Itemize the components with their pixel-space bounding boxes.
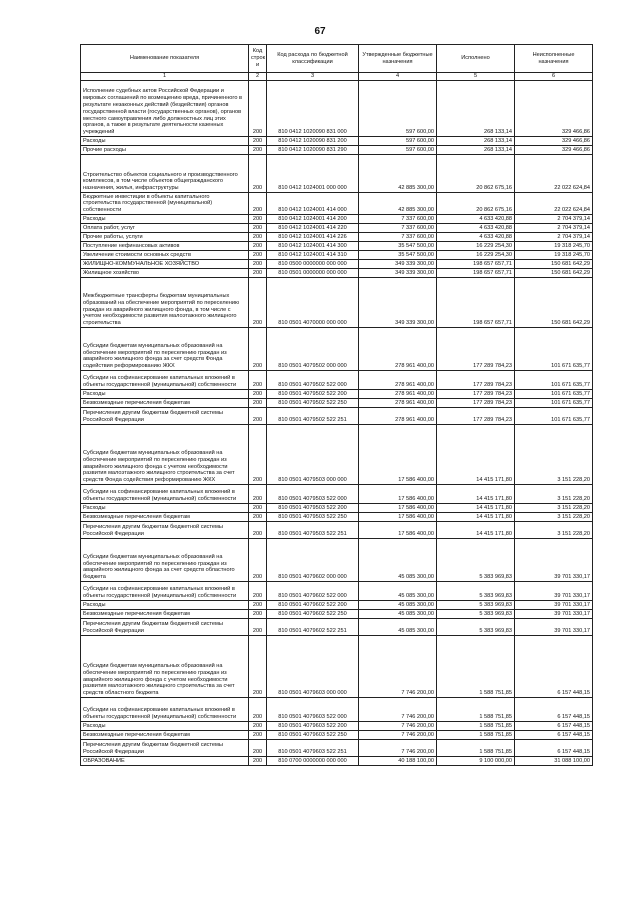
row-line-code: 200 — [249, 610, 267, 619]
row-line-code: 200 — [249, 137, 267, 146]
row-unexecuted: 6 157 448,15 — [515, 731, 593, 740]
row-executed: 268 133,14 — [437, 146, 515, 155]
row-line-code: 200 — [249, 504, 267, 513]
row-approved: 35 547 500,00 — [359, 251, 437, 260]
row-name: Прочие расходы — [81, 146, 249, 155]
row-expense-code: 810 0501 4079602 522 200 — [267, 601, 359, 610]
column-number: 5 — [437, 73, 515, 81]
row-expense-code: 810 0501 0000000 000 000 — [267, 269, 359, 278]
row-line-code: 200 — [249, 215, 267, 224]
row-approved: 7 337 600,00 — [359, 224, 437, 233]
page-number: 67 — [314, 26, 326, 37]
row-expense-code: 810 0501 4079602 522 000 — [267, 582, 359, 601]
row-name: Жилищное хозяйство — [81, 269, 249, 278]
row-executed: 177 289 784,23 — [437, 328, 515, 371]
row-unexecuted: 19 318 245,70 — [515, 242, 593, 251]
row-name: Строительство объектов социального и производственного комплексов, в том числе объектов общегражданского назначения, жилья, инфраструктуры — [81, 155, 249, 193]
row-approved: 597 600,00 — [359, 81, 437, 137]
row-approved: 278 961 400,00 — [359, 399, 437, 408]
row-name: Исполнение судебных актов Российской Федерации и мировых соглашений по возмещению вреда, причиненного в результате незаконных действий (бездействия) органов государственной власти (государственных органов), органов местного самоуправления либо должностных лиц этих органов, а также в результате деятельности казенных учреждений — [81, 81, 249, 137]
header-name: Наименование показателя — [81, 45, 249, 73]
column-number: 6 — [515, 73, 593, 81]
row-executed: 20 862 675,16 — [437, 155, 515, 193]
table-body — [81, 81, 593, 766]
row-unexecuted: 39 701 330,17 — [515, 619, 593, 636]
row-name: Субсидии на софинансирование капитальных вложений в объекты государственной (муниципальной) собственности — [81, 698, 249, 722]
row-line-code: 200 — [249, 269, 267, 278]
row-name: Субсидии бюджетам муниципальных образований на обеспечение мероприятий по переселению граждан из аварийного жилищного фонда с учетом необходимости развития малоэтажного жилищного строительства за счет средств Фонда содействия реформированию ЖКХ — [81, 425, 249, 485]
row-name: Субсидии на софинансирование капитальных вложений в объекты государственной (муниципальной) собственности — [81, 582, 249, 601]
table-row — [81, 390, 593, 399]
row-expense-code: 810 0501 4079503 522 200 — [267, 504, 359, 513]
row-executed: 4 633 420,88 — [437, 224, 515, 233]
row-executed: 198 657 657,71 — [437, 278, 515, 328]
row-expense-code: 810 0501 4079602 000 000 — [267, 539, 359, 582]
row-line-code: 200 — [249, 722, 267, 731]
row-unexecuted: 19 318 245,70 — [515, 251, 593, 260]
column-number: 4 — [359, 73, 437, 81]
table-row — [81, 504, 593, 513]
row-unexecuted: 3 151 228,20 — [515, 425, 593, 485]
row-unexecuted: 39 701 330,17 — [515, 539, 593, 582]
row-line-code: 200 — [249, 278, 267, 328]
row-expense-code: 810 0501 4079602 522 251 — [267, 619, 359, 636]
row-line-code: 200 — [249, 81, 267, 137]
row-approved: 17 586 400,00 — [359, 425, 437, 485]
row-executed: 177 289 784,23 — [437, 408, 515, 425]
row-executed: 9 100 000,00 — [437, 757, 515, 766]
table-row — [81, 513, 593, 522]
row-line-code: 200 — [249, 408, 267, 425]
row-unexecuted: 31 088 100,00 — [515, 757, 593, 766]
row-executed: 14 415 171,80 — [437, 485, 515, 504]
row-executed: 5 383 969,83 — [437, 601, 515, 610]
row-unexecuted: 22 022 624,84 — [515, 193, 593, 215]
row-executed: 5 383 969,83 — [437, 539, 515, 582]
table-row — [81, 242, 593, 251]
row-unexecuted: 329 466,86 — [515, 81, 593, 137]
row-line-code: 200 — [249, 224, 267, 233]
row-approved: 7 337 600,00 — [359, 215, 437, 224]
row-name: Межбюджетные трансферты бюджетам муниципальных образований на обеспечение мероприятий по переселению граждан из аварийного жилищного фонда, в том числе с учетом необходимости развития малоэтажного жилищного строительства — [81, 278, 249, 328]
row-name: Расходы — [81, 504, 249, 513]
row-approved: 349 339 300,00 — [359, 269, 437, 278]
row-name: Перечисления другим бюджетам бюджетной системы Российской Федерации — [81, 408, 249, 425]
row-approved: 278 961 400,00 — [359, 371, 437, 390]
row-executed: 14 415 171,80 — [437, 513, 515, 522]
row-expense-code: 810 0501 4079503 522 251 — [267, 522, 359, 539]
row-line-code: 200 — [249, 155, 267, 193]
row-unexecuted: 6 157 448,15 — [515, 636, 593, 698]
row-expense-code: 810 0501 4079502 522 200 — [267, 390, 359, 399]
row-expense-code: 810 0412 1024001 414 310 — [267, 251, 359, 260]
row-executed: 177 289 784,23 — [437, 399, 515, 408]
table-row — [81, 722, 593, 731]
row-expense-code: 810 0501 4070000 000 000 — [267, 278, 359, 328]
row-name: Безвозмездные перечисления бюджетам — [81, 399, 249, 408]
row-executed: 14 415 171,80 — [437, 504, 515, 513]
table-row — [81, 601, 593, 610]
row-executed: 1 588 751,85 — [437, 731, 515, 740]
row-executed: 1 588 751,85 — [437, 698, 515, 722]
row-executed: 1 588 751,85 — [437, 740, 515, 757]
row-expense-code: 810 0501 4079603 522 251 — [267, 740, 359, 757]
table-row — [81, 146, 593, 155]
row-approved: 17 586 400,00 — [359, 504, 437, 513]
row-line-code: 200 — [249, 399, 267, 408]
row-name: Безвозмездные перечисления бюджетам — [81, 731, 249, 740]
row-approved: 45 085 300,00 — [359, 582, 437, 601]
row-expense-code: 810 0412 1024001 414 220 — [267, 224, 359, 233]
row-line-code: 200 — [249, 251, 267, 260]
header-line-code: Код строк и — [249, 45, 267, 73]
row-line-code: 200 — [249, 601, 267, 610]
row-unexecuted: 329 466,86 — [515, 137, 593, 146]
table-row — [81, 757, 593, 766]
row-line-code: 200 — [249, 582, 267, 601]
row-executed: 16 229 254,30 — [437, 251, 515, 260]
table-row — [81, 371, 593, 390]
row-approved: 349 339 300,00 — [359, 278, 437, 328]
row-expense-code: 810 0501 4079502 522 250 — [267, 399, 359, 408]
row-line-code: 200 — [249, 619, 267, 636]
row-line-code: 200 — [249, 698, 267, 722]
row-line-code: 200 — [249, 242, 267, 251]
table-row — [81, 582, 593, 601]
budget-execution-table — [80, 44, 593, 766]
table-row — [81, 539, 593, 582]
row-line-code: 200 — [249, 233, 267, 242]
row-name: Безвозмездные перечисления бюджетам — [81, 513, 249, 522]
row-line-code: 200 — [249, 425, 267, 485]
row-expense-code: 810 0412 1024001 000 000 — [267, 155, 359, 193]
row-name: Субсидии бюджетам муниципальных образований на обеспечение мероприятий по переселению граждан из аварийного жилищного фонда за счет средств областного бюджета — [81, 539, 249, 582]
row-approved: 45 085 300,00 — [359, 610, 437, 619]
row-unexecuted: 101 671 635,77 — [515, 328, 593, 371]
row-unexecuted: 2 704 379,14 — [515, 233, 593, 242]
row-line-code: 200 — [249, 371, 267, 390]
row-name: Оплата работ, услуг — [81, 224, 249, 233]
row-executed: 177 289 784,23 — [437, 371, 515, 390]
row-unexecuted: 39 701 330,17 — [515, 601, 593, 610]
column-number: 1 — [81, 73, 249, 81]
row-unexecuted: 150 681 642,29 — [515, 260, 593, 269]
row-expense-code: 810 0700 0000000 000 000 — [267, 757, 359, 766]
row-expense-code: 810 0501 4079503 522 000 — [267, 485, 359, 504]
row-approved: 7 746 200,00 — [359, 698, 437, 722]
row-unexecuted: 3 151 228,20 — [515, 485, 593, 504]
row-approved: 7 746 200,00 — [359, 636, 437, 698]
row-expense-code: 810 0501 4079602 522 250 — [267, 610, 359, 619]
table-row — [81, 215, 593, 224]
table-row — [81, 740, 593, 757]
row-name: Безвозмездные перечисления бюджетам — [81, 610, 249, 619]
row-expense-code: 810 0412 1020090 831 200 — [267, 137, 359, 146]
row-name: Субсидии бюджетам муниципальных образований на обеспечение мероприятий по переселению граждан из аварийного жилищного фонда с учетом необходимости развития малоэтажного жилищного строительства за счет средств областного бюджета — [81, 636, 249, 698]
row-expense-code: 810 0501 4079503 522 250 — [267, 513, 359, 522]
row-unexecuted: 101 671 635,77 — [515, 371, 593, 390]
table-header-row — [81, 45, 593, 73]
row-approved: 35 547 500,00 — [359, 242, 437, 251]
row-approved: 278 961 400,00 — [359, 408, 437, 425]
row-approved: 17 586 400,00 — [359, 485, 437, 504]
row-name: ЖИЛИЩНО-КОММУНАЛЬНОЕ ХОЗЯЙСТВО — [81, 260, 249, 269]
row-line-code: 200 — [249, 328, 267, 371]
row-executed: 268 133,14 — [437, 137, 515, 146]
row-name: ОБРАЗОВАНИЕ — [81, 757, 249, 766]
table-row — [81, 193, 593, 215]
row-line-code: 200 — [249, 193, 267, 215]
row-approved: 597 600,00 — [359, 146, 437, 155]
row-approved: 42 885 300,00 — [359, 193, 437, 215]
row-name: Перечисления другим бюджетам бюджетной системы Российской Федерации — [81, 619, 249, 636]
row-unexecuted: 101 671 635,77 — [515, 408, 593, 425]
table-row — [81, 224, 593, 233]
row-line-code: 200 — [249, 513, 267, 522]
row-name: Перечисления другим бюджетам бюджетной системы Российской Федерации — [81, 522, 249, 539]
row-executed: 268 133,14 — [437, 81, 515, 137]
row-executed: 5 383 969,83 — [437, 610, 515, 619]
row-approved: 597 600,00 — [359, 137, 437, 146]
row-executed: 4 633 420,88 — [437, 233, 515, 242]
row-approved: 45 085 300,00 — [359, 619, 437, 636]
row-name: Поступление нефинансовых активов — [81, 242, 249, 251]
row-executed: 5 383 969,83 — [437, 582, 515, 601]
table-row — [81, 278, 593, 328]
row-executed: 16 229 254,30 — [437, 242, 515, 251]
table-row — [81, 485, 593, 504]
row-approved: 7 746 200,00 — [359, 722, 437, 731]
row-line-code: 200 — [249, 260, 267, 269]
table-row — [81, 269, 593, 278]
table-row — [81, 137, 593, 146]
row-expense-code: 810 0501 4079502 522 000 — [267, 371, 359, 390]
row-approved: 42 885 300,00 — [359, 155, 437, 193]
table-row — [81, 619, 593, 636]
row-expense-code: 810 0501 4079502 000 000 — [267, 328, 359, 371]
row-name: Субсидии на софинансирование капитальных вложений в объекты государственной (муниципальной) собственности — [81, 371, 249, 390]
row-expense-code: 810 0501 4079603 522 000 — [267, 698, 359, 722]
row-executed: 14 415 171,80 — [437, 425, 515, 485]
row-unexecuted: 6 157 448,15 — [515, 698, 593, 722]
table-row — [81, 698, 593, 722]
row-approved: 45 085 300,00 — [359, 539, 437, 582]
row-line-code: 200 — [249, 636, 267, 698]
row-name: Субсидии на софинансирование капитальных вложений в объекты государственной (муниципальной) собственности — [81, 485, 249, 504]
row-expense-code: 810 0412 1020090 831 000 — [267, 81, 359, 137]
row-approved: 7 337 600,00 — [359, 233, 437, 242]
row-unexecuted: 101 671 635,77 — [515, 399, 593, 408]
row-unexecuted: 6 157 448,15 — [515, 722, 593, 731]
row-approved: 7 746 200,00 — [359, 740, 437, 757]
row-approved: 45 085 300,00 — [359, 601, 437, 610]
row-expense-code: 810 0500 0000000 000 000 — [267, 260, 359, 269]
row-unexecuted: 150 681 642,29 — [515, 278, 593, 328]
row-expense-code: 810 0412 1024001 414 200 — [267, 215, 359, 224]
header-expense-code: Код расхода по бюджетной классификации — [267, 45, 359, 73]
row-expense-code: 810 0501 4079603 522 250 — [267, 731, 359, 740]
row-executed: 5 383 969,83 — [437, 619, 515, 636]
table-row — [81, 425, 593, 485]
row-line-code: 200 — [249, 146, 267, 155]
column-number: 2 — [249, 73, 267, 81]
row-unexecuted: 2 704 379,14 — [515, 215, 593, 224]
row-name: Бюджетные инвестиции в объекты капитального строительства государственной (муниципальной) собственности — [81, 193, 249, 215]
row-executed: 1 588 751,85 — [437, 722, 515, 731]
row-expense-code: 810 0501 4079502 522 251 — [267, 408, 359, 425]
column-number: 3 — [267, 73, 359, 81]
row-unexecuted: 6 157 448,15 — [515, 740, 593, 757]
row-line-code: 200 — [249, 740, 267, 757]
table-row — [81, 522, 593, 539]
row-approved: 349 339 300,00 — [359, 260, 437, 269]
row-line-code: 200 — [249, 539, 267, 582]
row-name: Расходы — [81, 137, 249, 146]
row-unexecuted: 3 151 228,20 — [515, 504, 593, 513]
row-expense-code: 810 0412 1020090 831 290 — [267, 146, 359, 155]
row-executed: 1 588 751,85 — [437, 636, 515, 698]
row-unexecuted: 2 704 379,14 — [515, 224, 593, 233]
table-row — [81, 636, 593, 698]
row-executed: 14 415 171,80 — [437, 522, 515, 539]
row-approved: 40 188 100,00 — [359, 757, 437, 766]
row-approved: 17 586 400,00 — [359, 513, 437, 522]
row-approved: 278 961 400,00 — [359, 390, 437, 399]
row-unexecuted: 101 671 635,77 — [515, 390, 593, 399]
table-row — [81, 155, 593, 193]
row-name: Перечисления другим бюджетам бюджетной системы Российской Федерации — [81, 740, 249, 757]
row-approved: 17 586 400,00 — [359, 522, 437, 539]
table-row — [81, 408, 593, 425]
table-row — [81, 260, 593, 269]
row-expense-code: 810 0501 4079603 000 000 — [267, 636, 359, 698]
row-line-code: 200 — [249, 757, 267, 766]
row-unexecuted: 329 466,86 — [515, 146, 593, 155]
row-unexecuted: 3 151 228,20 — [515, 513, 593, 522]
row-unexecuted: 150 681 642,29 — [515, 269, 593, 278]
row-executed: 20 862 675,16 — [437, 193, 515, 215]
row-expense-code: 810 0501 4079603 522 200 — [267, 722, 359, 731]
row-expense-code: 810 0412 1024001 414 000 — [267, 193, 359, 215]
row-name: Субсидии бюджетам муниципальных образований на обеспечение мероприятий по переселению граждан из аварийного жилищного фонда за счет средств Фонда содействия реформированию ЖКХ — [81, 328, 249, 371]
row-name: Расходы — [81, 601, 249, 610]
table-row — [81, 81, 593, 137]
row-unexecuted: 39 701 330,17 — [515, 610, 593, 619]
table-row — [81, 328, 593, 371]
row-approved: 7 746 200,00 — [359, 731, 437, 740]
row-executed: 198 657 657,71 — [437, 269, 515, 278]
table-row — [81, 399, 593, 408]
header-approved: Утвержденные бюджетные назначения — [359, 45, 437, 73]
row-line-code: 200 — [249, 731, 267, 740]
header-executed: Исполнено — [437, 45, 515, 73]
row-expense-code: 810 0501 4079503 000 000 — [267, 425, 359, 485]
row-name: Увеличение стоимости основных средств — [81, 251, 249, 260]
row-name: Расходы — [81, 722, 249, 731]
row-name: Расходы — [81, 215, 249, 224]
row-approved: 278 961 400,00 — [359, 328, 437, 371]
row-name: Расходы — [81, 390, 249, 399]
header-unexecuted: Неисполненные назначения — [515, 45, 593, 73]
row-line-code: 200 — [249, 522, 267, 539]
table-row — [81, 610, 593, 619]
row-executed: 177 289 784,23 — [437, 390, 515, 399]
row-expense-code: 810 0412 1024001 414 226 — [267, 233, 359, 242]
row-unexecuted: 22 022 624,84 — [515, 155, 593, 193]
row-unexecuted: 3 151 228,20 — [515, 522, 593, 539]
row-expense-code: 810 0412 1024001 414 300 — [267, 242, 359, 251]
row-line-code: 200 — [249, 390, 267, 399]
row-executed: 198 657 657,71 — [437, 260, 515, 269]
column-number-row — [81, 73, 593, 81]
table-row — [81, 233, 593, 242]
row-executed: 4 633 420,88 — [437, 215, 515, 224]
table-row — [81, 731, 593, 740]
table-row — [81, 251, 593, 260]
row-unexecuted: 39 701 330,17 — [515, 582, 593, 601]
row-name: Прочие работы, услуги — [81, 233, 249, 242]
row-line-code: 200 — [249, 485, 267, 504]
